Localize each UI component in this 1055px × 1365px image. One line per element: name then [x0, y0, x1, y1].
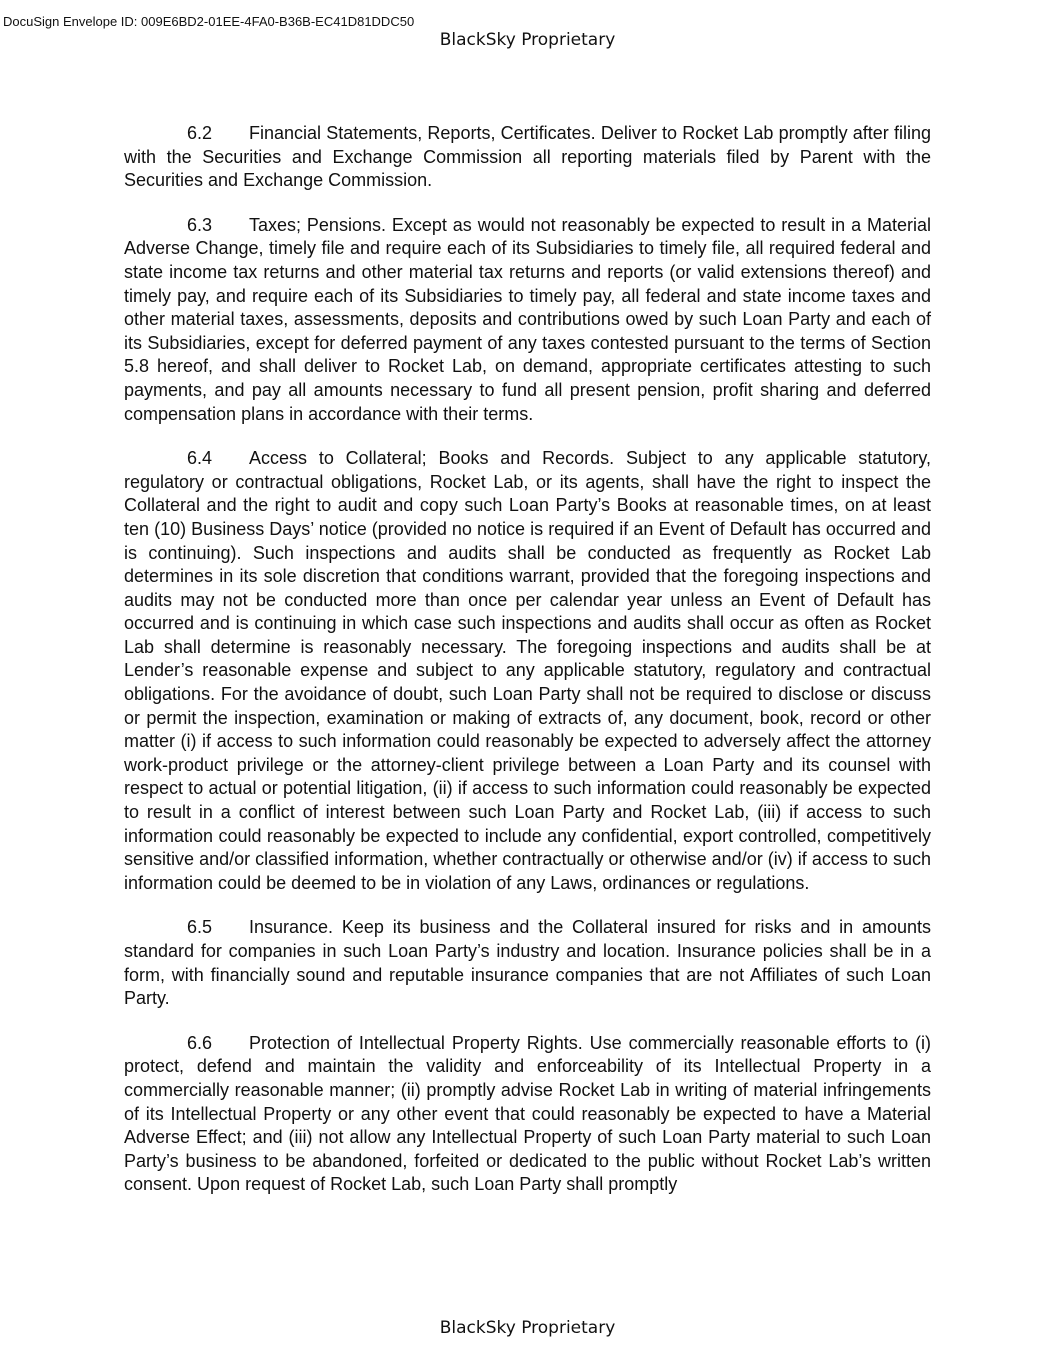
- section-text: Keep its business and the Collateral insured for risks and in amounts standard for companies in such Loan Party’s industry and location. Insurance policies shall be in a form, with financially sound and reputable insurance companies that are not Affiliates of such Loan Party.: [124, 917, 931, 1009]
- page-header: BlackSky Proprietary: [439, 30, 616, 50]
- section-title: Protection of Intellectual Property Rights.: [249, 1032, 583, 1053]
- section-text: Except as would not reasonably be expected to result in a Material Adverse Change, timely file and require each of its Subsidiaries to timely file, all required federal and state income tax returns and other material tax returns and reports (or valid extensions thereof) and timely pay, and require each of its Subsidiaries to timely pay, all federal and state income taxes and other material taxes, assessments, deposits and contributions owed by such Loan Party and each of its Subsidiaries, except for deferred payment of any taxes contested pursuant to the terms of Section 5.8 hereof, and shall deliver to Rocket Lab, on demand, appropriate certificates attesting to such payments, and pay all amounts necessary to fund all present pension, profit sharing and deferred compensation plans in accordance with their terms.: [124, 214, 931, 424]
- section-6-4: [124, 447, 931, 895]
- section-number: 6.3: [187, 214, 213, 235]
- section-title: Insurance.: [249, 917, 334, 938]
- section-number: 6.4: [187, 448, 213, 469]
- section-number: 6.6: [187, 1032, 213, 1053]
- section-6-2: [124, 122, 931, 193]
- section-title: Access to Collateral; Books and Records.: [249, 448, 615, 469]
- section-6-6: [124, 1032, 931, 1197]
- section-number: 6.5: [187, 917, 213, 938]
- section-title: Financial Statements, Reports, Certificates.: [249, 123, 596, 143]
- section-title: Taxes; Pensions.: [249, 214, 386, 235]
- section-text: Subject to any applicable statutory, regulatory or contractual obligations, Rocket Lab, or its agents, shall have the right to inspect the Collateral and the right to audit and copy such Loan Party’s Books at reasonable times, on at least ten (10) Business Days’ notice (provided no notice is required if an Event of Default has occurred and is continuing). Such inspections and audits shall be conducted as frequently as Rocket Lab determines in its sole discretion that conditions warrant, provided that the foregoing inspections and audits may not be conducted more than once per calendar year unless an Event of Default has occurred and is continuing in which case such inspections and audits shall occur as often as Rocket Lab shall determine is reasonably necessary. The foregoing inspections and audits shall be at Lender’s reasonable expense and subject to any applicable statutory, regulatory and contractual obligations. For the avoidance of doubt, such Loan Party shall not be required to disclose or discuss or permit the inspection, examination or making of extracts of, any document, book, record or other matter (i) if access to such information could reasonably be expected to adversely affect the attorney work-product privilege or the attorney-client privilege between a Loan Party and its counsel with respect to actual or potential litigation, (ii) if access to such information could reasonably be expected to result in a conflict of interest between such Loan Party and Rocket Lab, (iii) if access to such information could reasonably be expected to include any confidential, export controlled, competitively sensitive and/or classified information, whether contractually or otherwise and/or (iv) if access to such information could be deemed to be in violation of any Laws, ordinances or regulations.: [124, 448, 931, 893]
- section-6-3: [124, 214, 931, 426]
- document-body: [124, 122, 931, 1218]
- page-footer: BlackSky Proprietary: [439, 1318, 616, 1338]
- section-number: 6.2: [187, 123, 213, 143]
- section-6-5: [124, 916, 931, 1010]
- section-text: Use commercially reasonable efforts to (i) protect, defend and maintain the validity and enforceability of its Intellectual Property in a commercially reasonable manner; (ii) promptly advise Rocket Lab in writing of material infringements of its Intellectual Property or any other event that could reasonably be expected to have a Material Adverse Effect; and (iii) not allow any Intellectual Property of such Loan Party material to such Loan Party’s business to be abandoned, forfeited or dedicated to the public without Rocket Lab’s written consent. Upon request of Rocket Lab, such Loan Party shall promptly: [124, 1032, 931, 1195]
- section-text: Deliver to Rocket Lab promptly after filing with the Securities and Exchange Commission all reporting materials filed by Parent with the Securities and Exchange Commission.: [124, 123, 931, 191]
- docusign-envelope-id: DocuSign Envelope ID: 009E6BD2-01EE-4FA0-B36B-EC41D81DDC50: [3, 14, 415, 29]
